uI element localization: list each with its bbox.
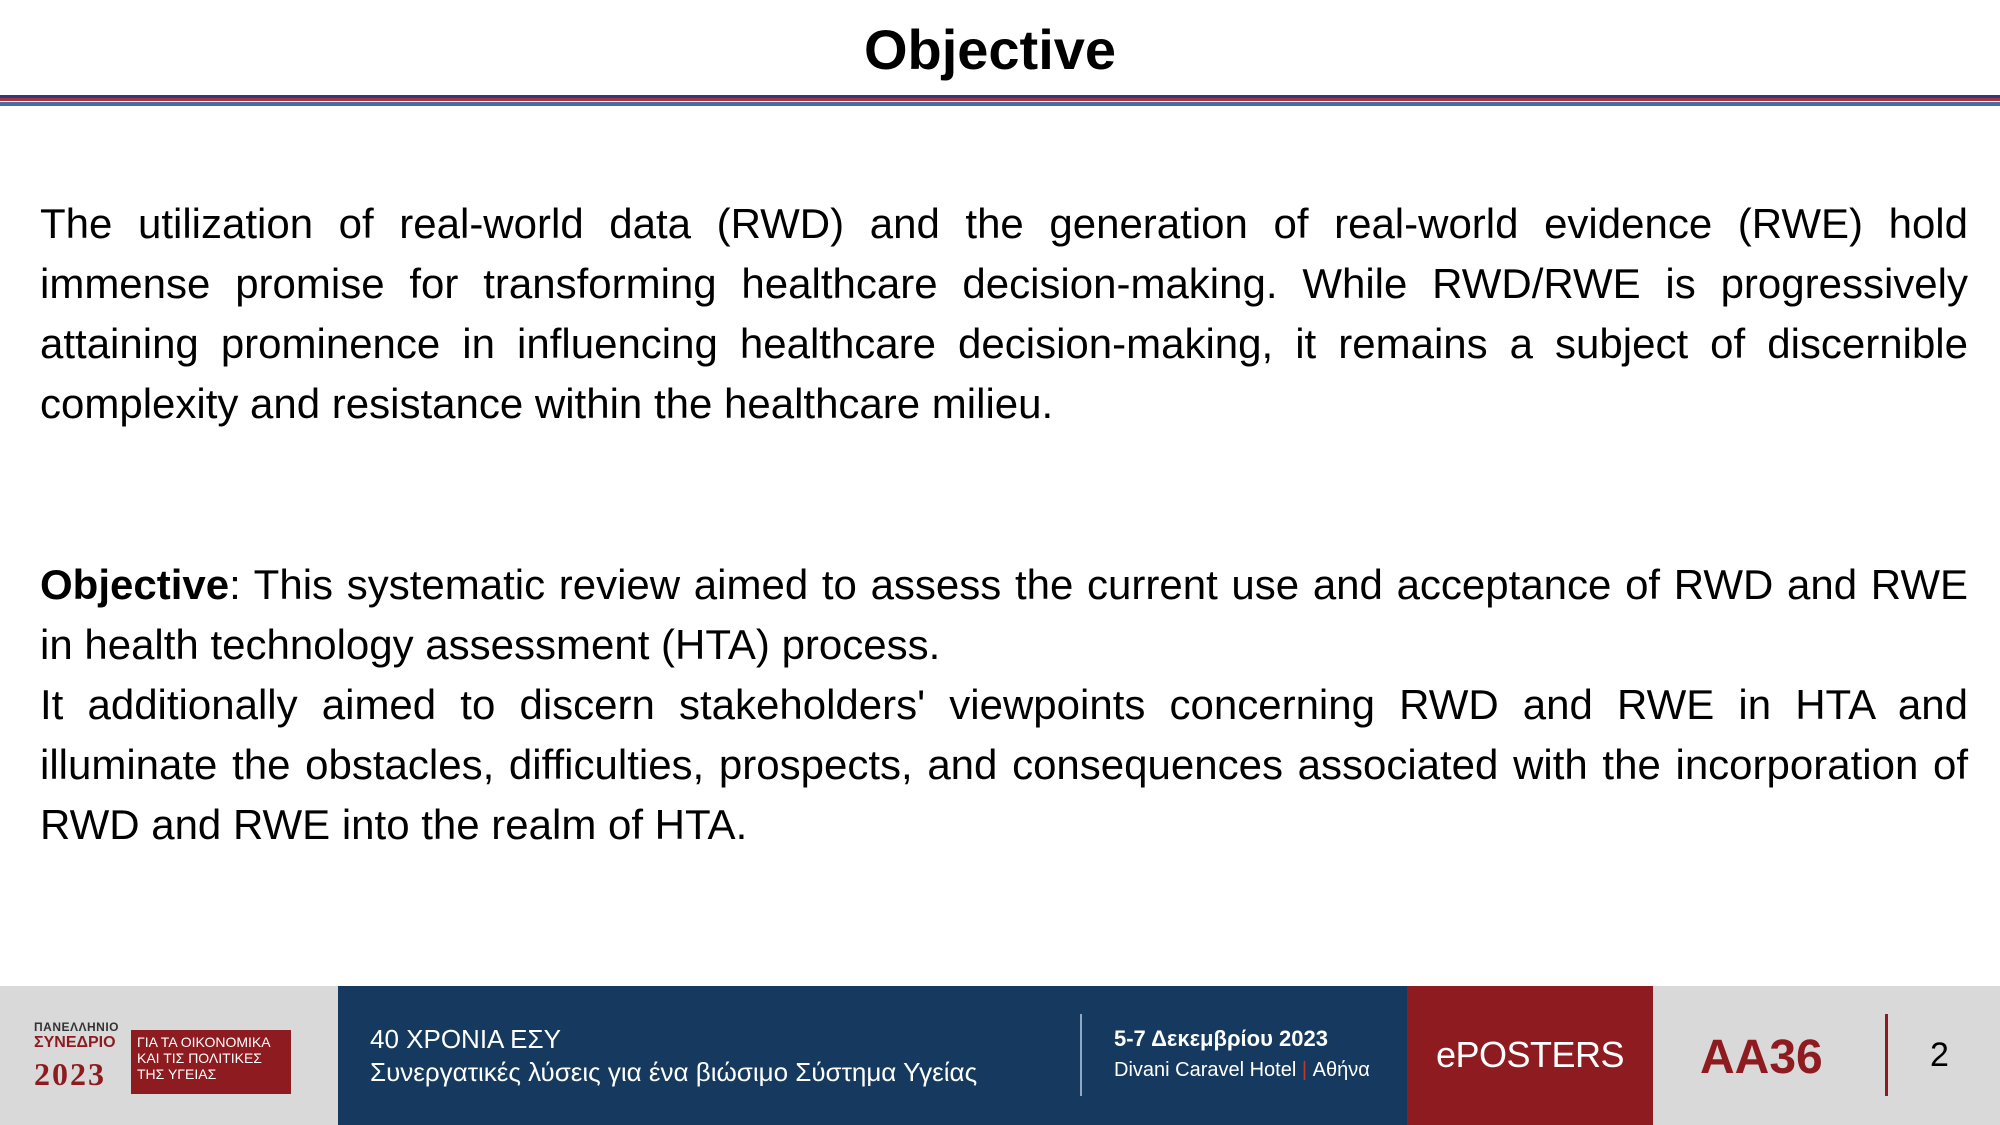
conference-logo [34,1020,294,1096]
venue-city: Αθήνα [1312,1059,1370,1081]
objective-paragraph [40,555,1968,675]
objective-text: : This systematic review aimed to assess the current use and acceptance of RWD and RWE in health technology assessment (HTA) process. [40,561,1968,668]
title-divider-line-bottom [0,102,2000,106]
code-divider [1885,1014,1888,1096]
logo-red-box [131,1030,291,1094]
intro-paragraph: The utilization of real-world data (RWD) and the generation of real-world evidence (RWE) hold immense promise for transforming healthcare decision-making. While RWD/RWE is progressively attaining prominence in influencing healthcare decision-making, it remains a subject of discernible complexity and resistance within the healthcare milieu. [40,200,1968,427]
venue-separator: | [1301,1059,1308,1081]
event-venue [1114,1059,1370,1082]
page-number: 2 [1930,1036,1949,1074]
title-divider [0,95,2000,109]
logo-synedrio-text: ΣΥΝΕΔΡΙΟ [34,1034,116,1051]
logo-line-2: ΚΑΙ ΤΙΣ ΠΟΛΙΤΙΚΕΣ [137,1050,262,1066]
event-date: 5-7 Δεκεμβρίου 2023 [1114,1026,1328,1051]
banner-divider [1080,1014,1082,1096]
title-divider-line-middle [0,98,2000,101]
logo-small-text: ΠΑΝΕΛΛΗΝΙΟ [34,1020,120,1034]
banner-title: 40 ΧΡΟΝΙΑ ΕΣΥ [370,1024,561,1054]
logo-line-1: ΓΙΑ ΤΑ ΟΙΚΟΝΟΜΙΚΑ [137,1034,271,1050]
slide-title: Objective [863,18,1117,81]
eposters-label: ePOSTERS [1435,1034,1625,1075]
footer-center-panel [338,986,1407,1125]
banner-subtitle: Συνεργατικές λύσεις για ένα βιώσιμο Σύστημα Υγείας [370,1057,978,1087]
additional-paragraph: It additionally aimed to discern stakeholders' viewpoints concerning RWD and RWE in HTA and illuminate the obstacles, difficulties, prospects, and consequences associated with the incorporation of RWD and RWE into the realm of HTA. [40,681,1968,848]
footer-logo-panel [0,986,338,1125]
venue-hotel: Divani Caravel Hotel [1114,1059,1297,1081]
logo-line-3: ΤΗΣ ΥΓΕΙΑΣ [137,1066,217,1082]
logo-year: 2023 [34,1056,106,1092]
objective-label: Objective [40,561,230,608]
poster-code: AA36 [1700,1031,1823,1084]
